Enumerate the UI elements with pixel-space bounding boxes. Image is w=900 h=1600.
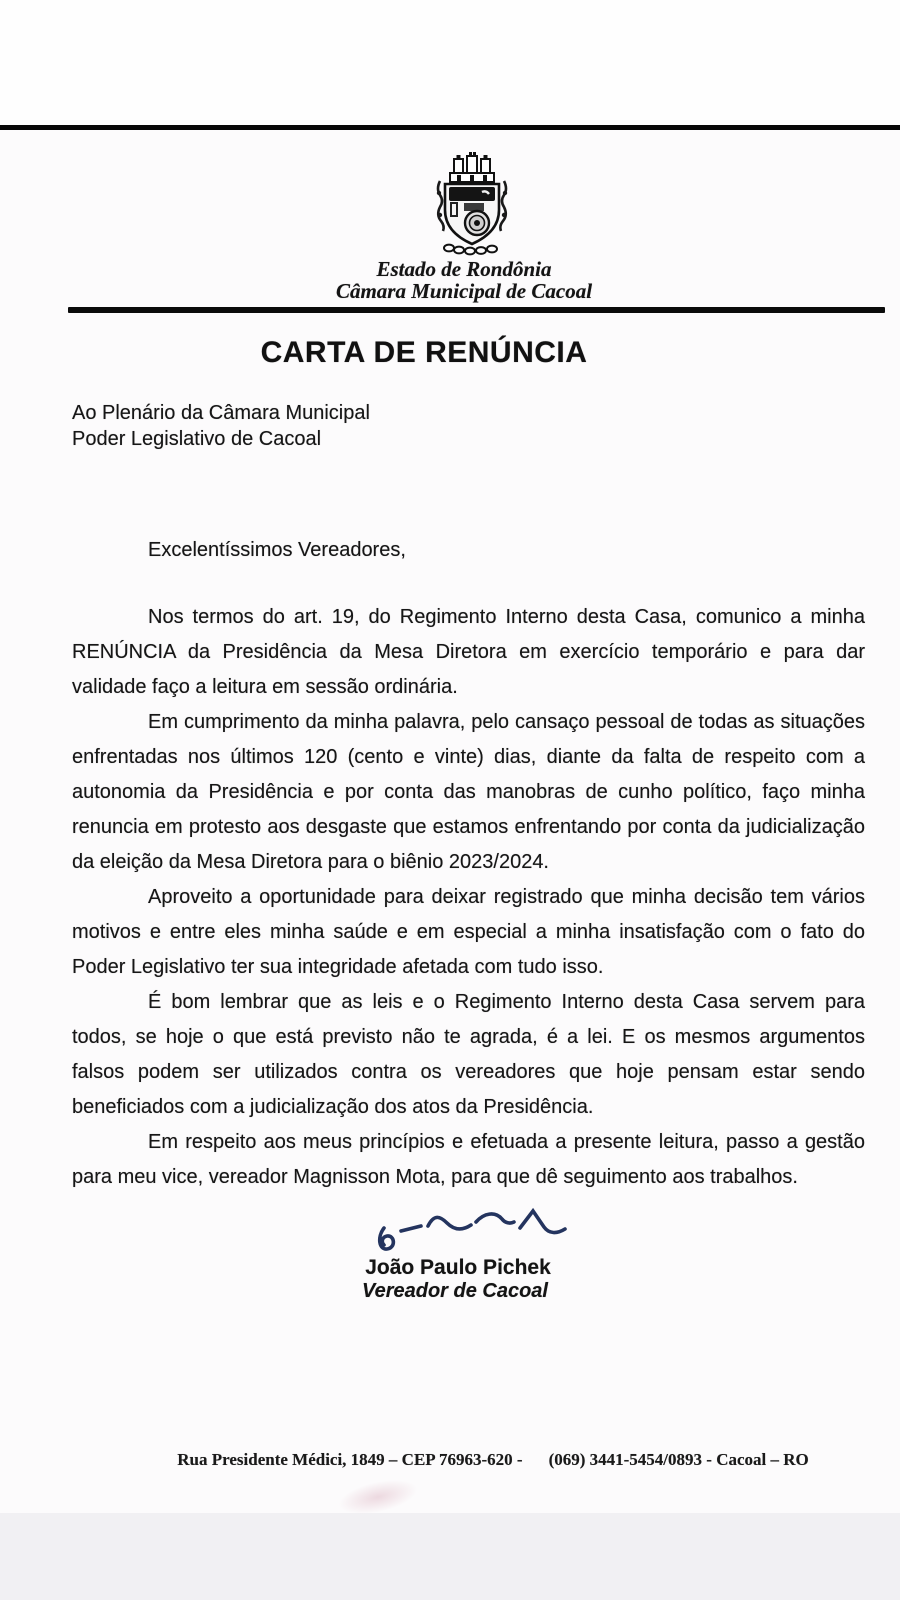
signatory-role: Vereador de Cacoal bbox=[361, 1280, 548, 1302]
paragraph-1: Nos termos do art. 19, do Regimento Interno desta Casa, comunico a minha RENÚNCIA da Presidência da Mesa Diretora em exercício temporário e para dar validade faço a leitura em sessão ordinária. bbox=[72, 606, 865, 698]
coat-of-arms-icon bbox=[430, 152, 514, 256]
scan-margin-top bbox=[0, 0, 900, 125]
signatory-name: João Paulo Pichek bbox=[365, 1256, 551, 1279]
addressee-line-2: Poder Legislativo de Cacoal bbox=[72, 428, 322, 450]
header-rule bbox=[68, 307, 885, 313]
document-page bbox=[0, 130, 900, 1513]
paragraph-4: É bom lembrar que as leis e o Regimento Interno desta Casa servem para todos, se hoje o que está previsto não te agrada, é a lei. E os mesmos argumentos falsos podem ser utilizados contra os vereadores que hoje pensam estar sendo beneficiados com a judicialização dos atos da Presidência. bbox=[72, 991, 865, 1118]
scan-backdrop bbox=[0, 1513, 900, 1600]
footer-address: Rua Presidente Médici, 1849 – CEP 76963-620 - bbox=[177, 1450, 523, 1469]
letter-body bbox=[72, 600, 865, 1195]
addressee-line-1: Ao Plenário da Câmara Municipal bbox=[72, 402, 370, 424]
org-header bbox=[0, 258, 900, 302]
addressee-block bbox=[72, 400, 370, 452]
paragraph-2: Em cumprimento da minha palavra, pelo cansaço pessoal de todas as situações enfrentadas nos últimos 120 (cento e vinte) dias, diante da falta de respeito com a autonomia da Presidência e por conta das manobras de cunho político, faço minha renuncia em protesto aos desgaste que estamos enfrentando por conta da judicialização da eleição da Mesa Diretora para o biênio 2023/2024. bbox=[72, 711, 865, 873]
signature-scribble-icon bbox=[368, 1198, 580, 1260]
paragraph-5: Em respeito aos meus princípios e efetuada a presente leitura, passo a gestão para meu vice, vereador Magnisson Mota, para que dê seguimento aos trabalhos. bbox=[72, 1131, 865, 1188]
paragraph-3: Aproveito a oportunidade para deixar registrado que minha decisão tem vários motivos e entre eles minha saúde e em especial a minha insatisfação com o fato do Poder Legislativo ter sua integridade afetada com tudo isso. bbox=[72, 886, 865, 978]
org-state-line: Estado de Rondônia bbox=[376, 257, 552, 281]
document-title: CARTA DE RENÚNCIA bbox=[260, 336, 588, 369]
org-name-line: Câmara Municipal de Cacoal bbox=[335, 279, 593, 303]
salutation: Excelentíssimos Vereadores, bbox=[148, 539, 406, 561]
footer-line bbox=[0, 1450, 900, 1470]
footer-phone: (069) 3441-5454/0893 - Cacoal – RO bbox=[548, 1450, 809, 1469]
